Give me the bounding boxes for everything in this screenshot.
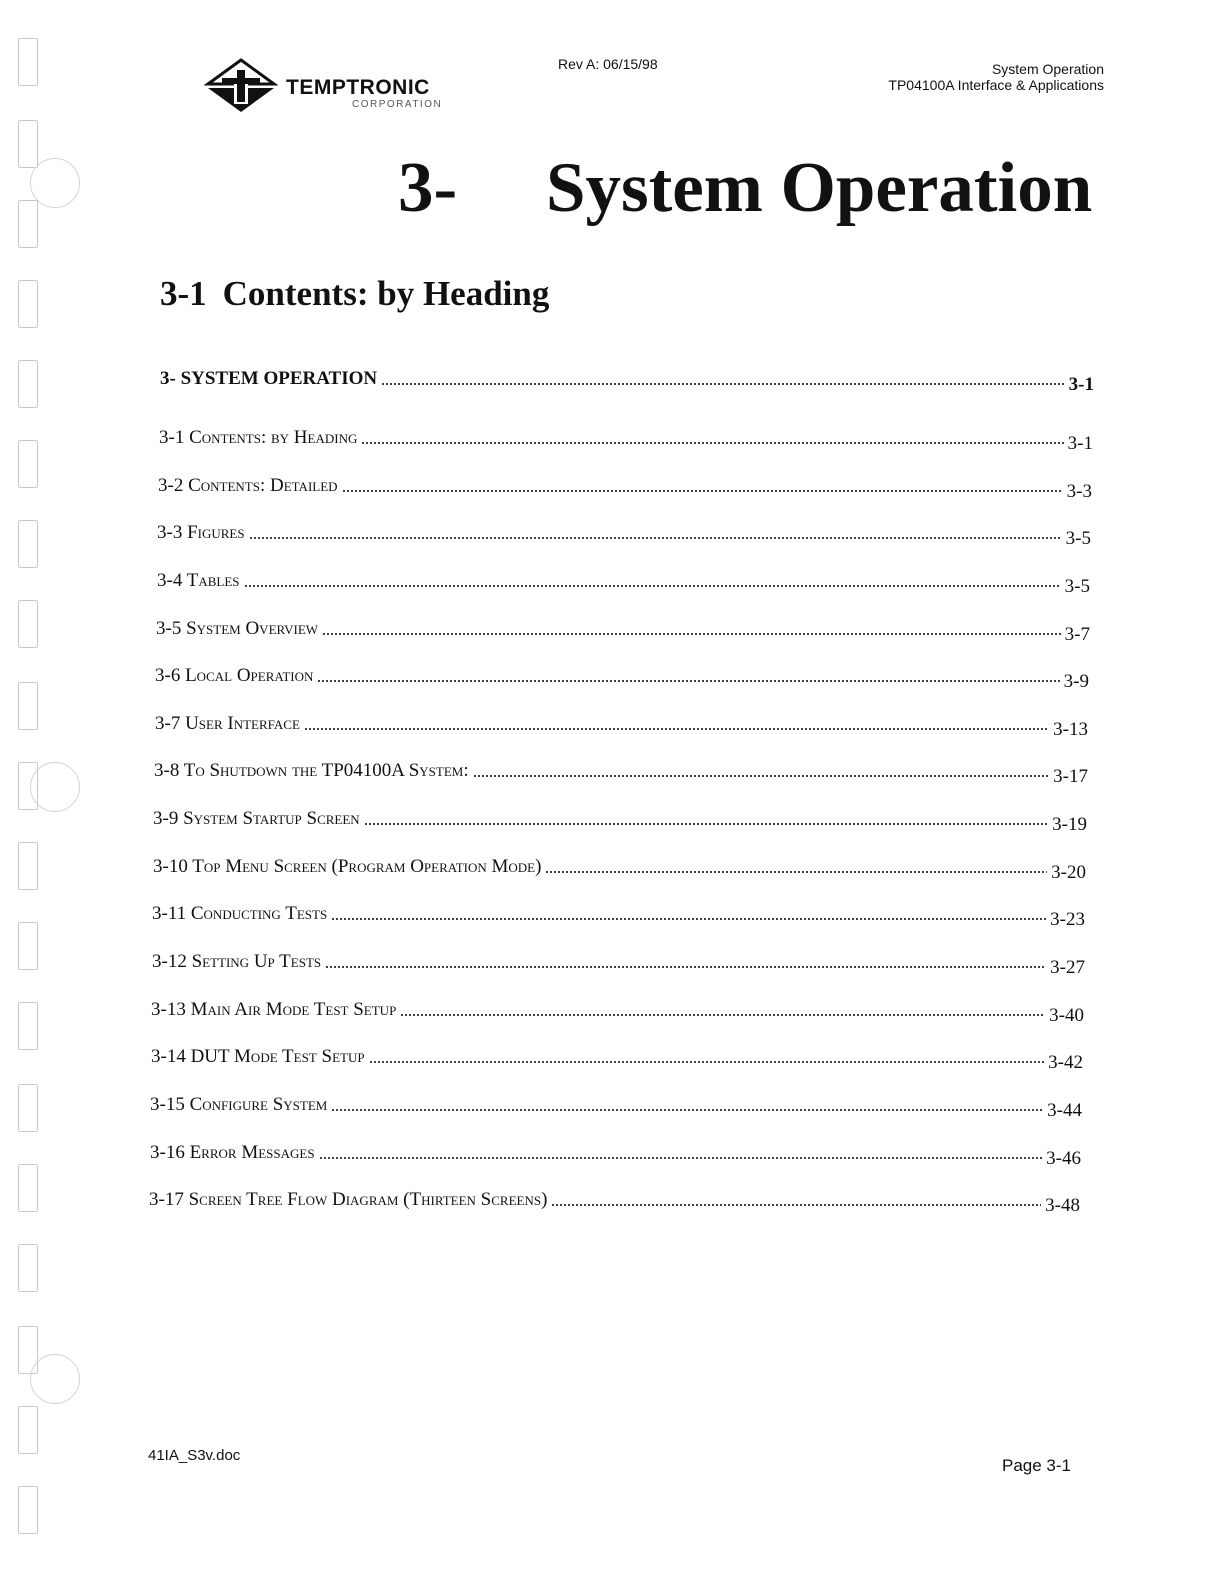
toc-entry[interactable] [152, 945, 1085, 978]
toc-entry-page: 3-42 [1048, 1052, 1083, 1073]
toc-entry-label: 3-5 System Overview [156, 618, 319, 639]
binder-hole [18, 120, 38, 168]
toc-entry[interactable] [150, 1136, 1081, 1169]
toc-entry-label: 3-4 Tables [157, 570, 240, 591]
toc-entry-page: 3-9 [1063, 671, 1089, 692]
toc-entry-page: 3-1 [1068, 374, 1094, 395]
toc-leader [400, 1014, 1045, 1016]
temptronic-emblem-icon [204, 58, 278, 114]
toc-leader [361, 442, 1063, 444]
company-logo [204, 58, 454, 118]
toc-entry[interactable] [159, 421, 1093, 454]
toc-entry-page: 3-17 [1053, 766, 1088, 787]
toc-entry-label: 3- SYSTEM OPERATION [160, 368, 378, 389]
toc-entry[interactable] [157, 516, 1091, 549]
toc-entry-label: 3-11 Conducting Tests [152, 903, 328, 924]
toc-leader [381, 383, 1065, 385]
toc-entry[interactable] [153, 850, 1086, 883]
running-header-line-2: TP04100A Interface & Applications [888, 77, 1104, 93]
toc-entry-label: 3-15 Configure System [150, 1094, 328, 1115]
toc-entry-label: 3-2 Contents: Detailed [158, 475, 338, 496]
binder-hole [18, 1244, 38, 1292]
toc-entry[interactable] [151, 993, 1084, 1026]
toc-entry-page: 3-5 [1064, 576, 1090, 597]
toc-entry[interactable] [156, 612, 1090, 645]
toc-entry[interactable] [153, 802, 1087, 835]
binder-hole [18, 1406, 38, 1454]
toc-entry-label: 3-3 Figures [157, 522, 245, 543]
toc-leader [551, 1204, 1041, 1206]
binder-hole [18, 682, 38, 730]
chapter-title [398, 148, 1100, 229]
toc-entry-page: 3-19 [1052, 814, 1087, 835]
toc-entry-label: 3-10 Top Menu Screen (Program Operation Mode) [153, 856, 542, 877]
binder-hole [18, 842, 38, 890]
binder-hole [18, 200, 38, 248]
toc-entry[interactable] [151, 1040, 1083, 1073]
toc-entry-page: 3-27 [1050, 957, 1085, 978]
binder-ring [30, 1354, 80, 1404]
binder-hole [18, 1084, 38, 1132]
section-name: Contents: by Heading [222, 274, 550, 313]
toc-entry-page: 3-5 [1065, 528, 1091, 549]
toc-entry[interactable] [149, 1183, 1080, 1216]
toc-leader [249, 537, 1062, 539]
logo-name: TEMPTRONIC [286, 76, 430, 99]
toc-entry-page: 3-13 [1053, 719, 1088, 740]
toc-leader [317, 680, 1059, 682]
footer-filename: 41IA_S3v.doc [148, 1447, 241, 1464]
logo-subtitle: CORPORATION [352, 99, 443, 110]
section-heading [160, 274, 549, 314]
toc-entry[interactable] [150, 1088, 1082, 1121]
binder-hole [18, 38, 38, 86]
binder-hole [18, 280, 38, 328]
toc-leader [342, 490, 1063, 492]
binder-hole [18, 360, 38, 408]
toc-entry-label: 3-7 User Interface [155, 713, 300, 734]
binder-hole [18, 600, 38, 648]
toc-entry-label: 3-6 Local Operation [155, 665, 314, 686]
toc-entry-page: 3-46 [1046, 1148, 1081, 1169]
binder-hole [18, 1164, 38, 1212]
toc-entry[interactable] [158, 469, 1092, 502]
toc-entry-page: 3-23 [1050, 909, 1085, 930]
toc-entry-label: 3-13 Main Air Mode Test Setup [151, 999, 397, 1020]
toc-leader [331, 1109, 1043, 1111]
toc-entry-label: 3-14 DUT Mode Test Setup [151, 1046, 365, 1067]
binder-ring [30, 762, 80, 812]
toc-leader [319, 1157, 1043, 1159]
toc-entry-label: 3-8 To Shutdown the TP04100A System: [154, 760, 469, 781]
toc-leader [331, 918, 1046, 920]
toc-entry-page: 3-20 [1051, 862, 1086, 883]
toc-entry[interactable] [157, 564, 1090, 597]
toc-leader [545, 871, 1047, 873]
binder-hole [18, 922, 38, 970]
binder-hole [18, 1486, 38, 1534]
toc-entry[interactable] [152, 897, 1085, 930]
toc-entry[interactable] [155, 659, 1089, 692]
toc-entry-label: 3-17 Screen Tree Flow Diagram (Thirteen Screens) [149, 1189, 548, 1210]
binder-hole [18, 440, 38, 488]
chapter-name: System Operation [546, 149, 1093, 227]
toc-leader [322, 633, 1061, 635]
toc-entry-page: 3-40 [1049, 1005, 1084, 1026]
toc-entry-label: 3-16 Error Messages [150, 1142, 315, 1163]
running-header-line-1: System Operation [991, 61, 1104, 77]
toc-entry[interactable] [154, 754, 1088, 787]
footer-page-number: Page 3-1 [1002, 1456, 1071, 1475]
toc-entry-label: 3-9 System Startup Screen [153, 808, 360, 829]
toc-leader [369, 1061, 1045, 1063]
running-header [888, 61, 1104, 93]
toc-entry-label: 3-1 Contents: by Heading [159, 427, 358, 448]
binder-hole [18, 520, 38, 568]
toc-entry[interactable] [155, 707, 1088, 740]
chapter-number: 3- [398, 149, 458, 227]
toc-leader [473, 775, 1050, 777]
toc-entry-page: 3-3 [1066, 481, 1092, 502]
toc-leader [304, 728, 1049, 730]
toc-entry-page: 3-1 [1067, 433, 1093, 454]
section-number: 3-1 [160, 274, 207, 313]
toc-entry-page: 3-7 [1064, 624, 1090, 645]
toc-entry[interactable] [160, 362, 1094, 395]
toc-entry-page: 3-44 [1047, 1100, 1082, 1121]
toc-leader [364, 823, 1048, 825]
toc-entry-page: 3-48 [1045, 1195, 1080, 1216]
toc-leader [244, 585, 1061, 587]
revision-date: Rev A: 06/15/98 [558, 56, 658, 72]
toc-leader [325, 966, 1046, 968]
binder-hole [18, 1002, 38, 1050]
toc-entry-label: 3-12 Setting Up Tests [152, 951, 322, 972]
